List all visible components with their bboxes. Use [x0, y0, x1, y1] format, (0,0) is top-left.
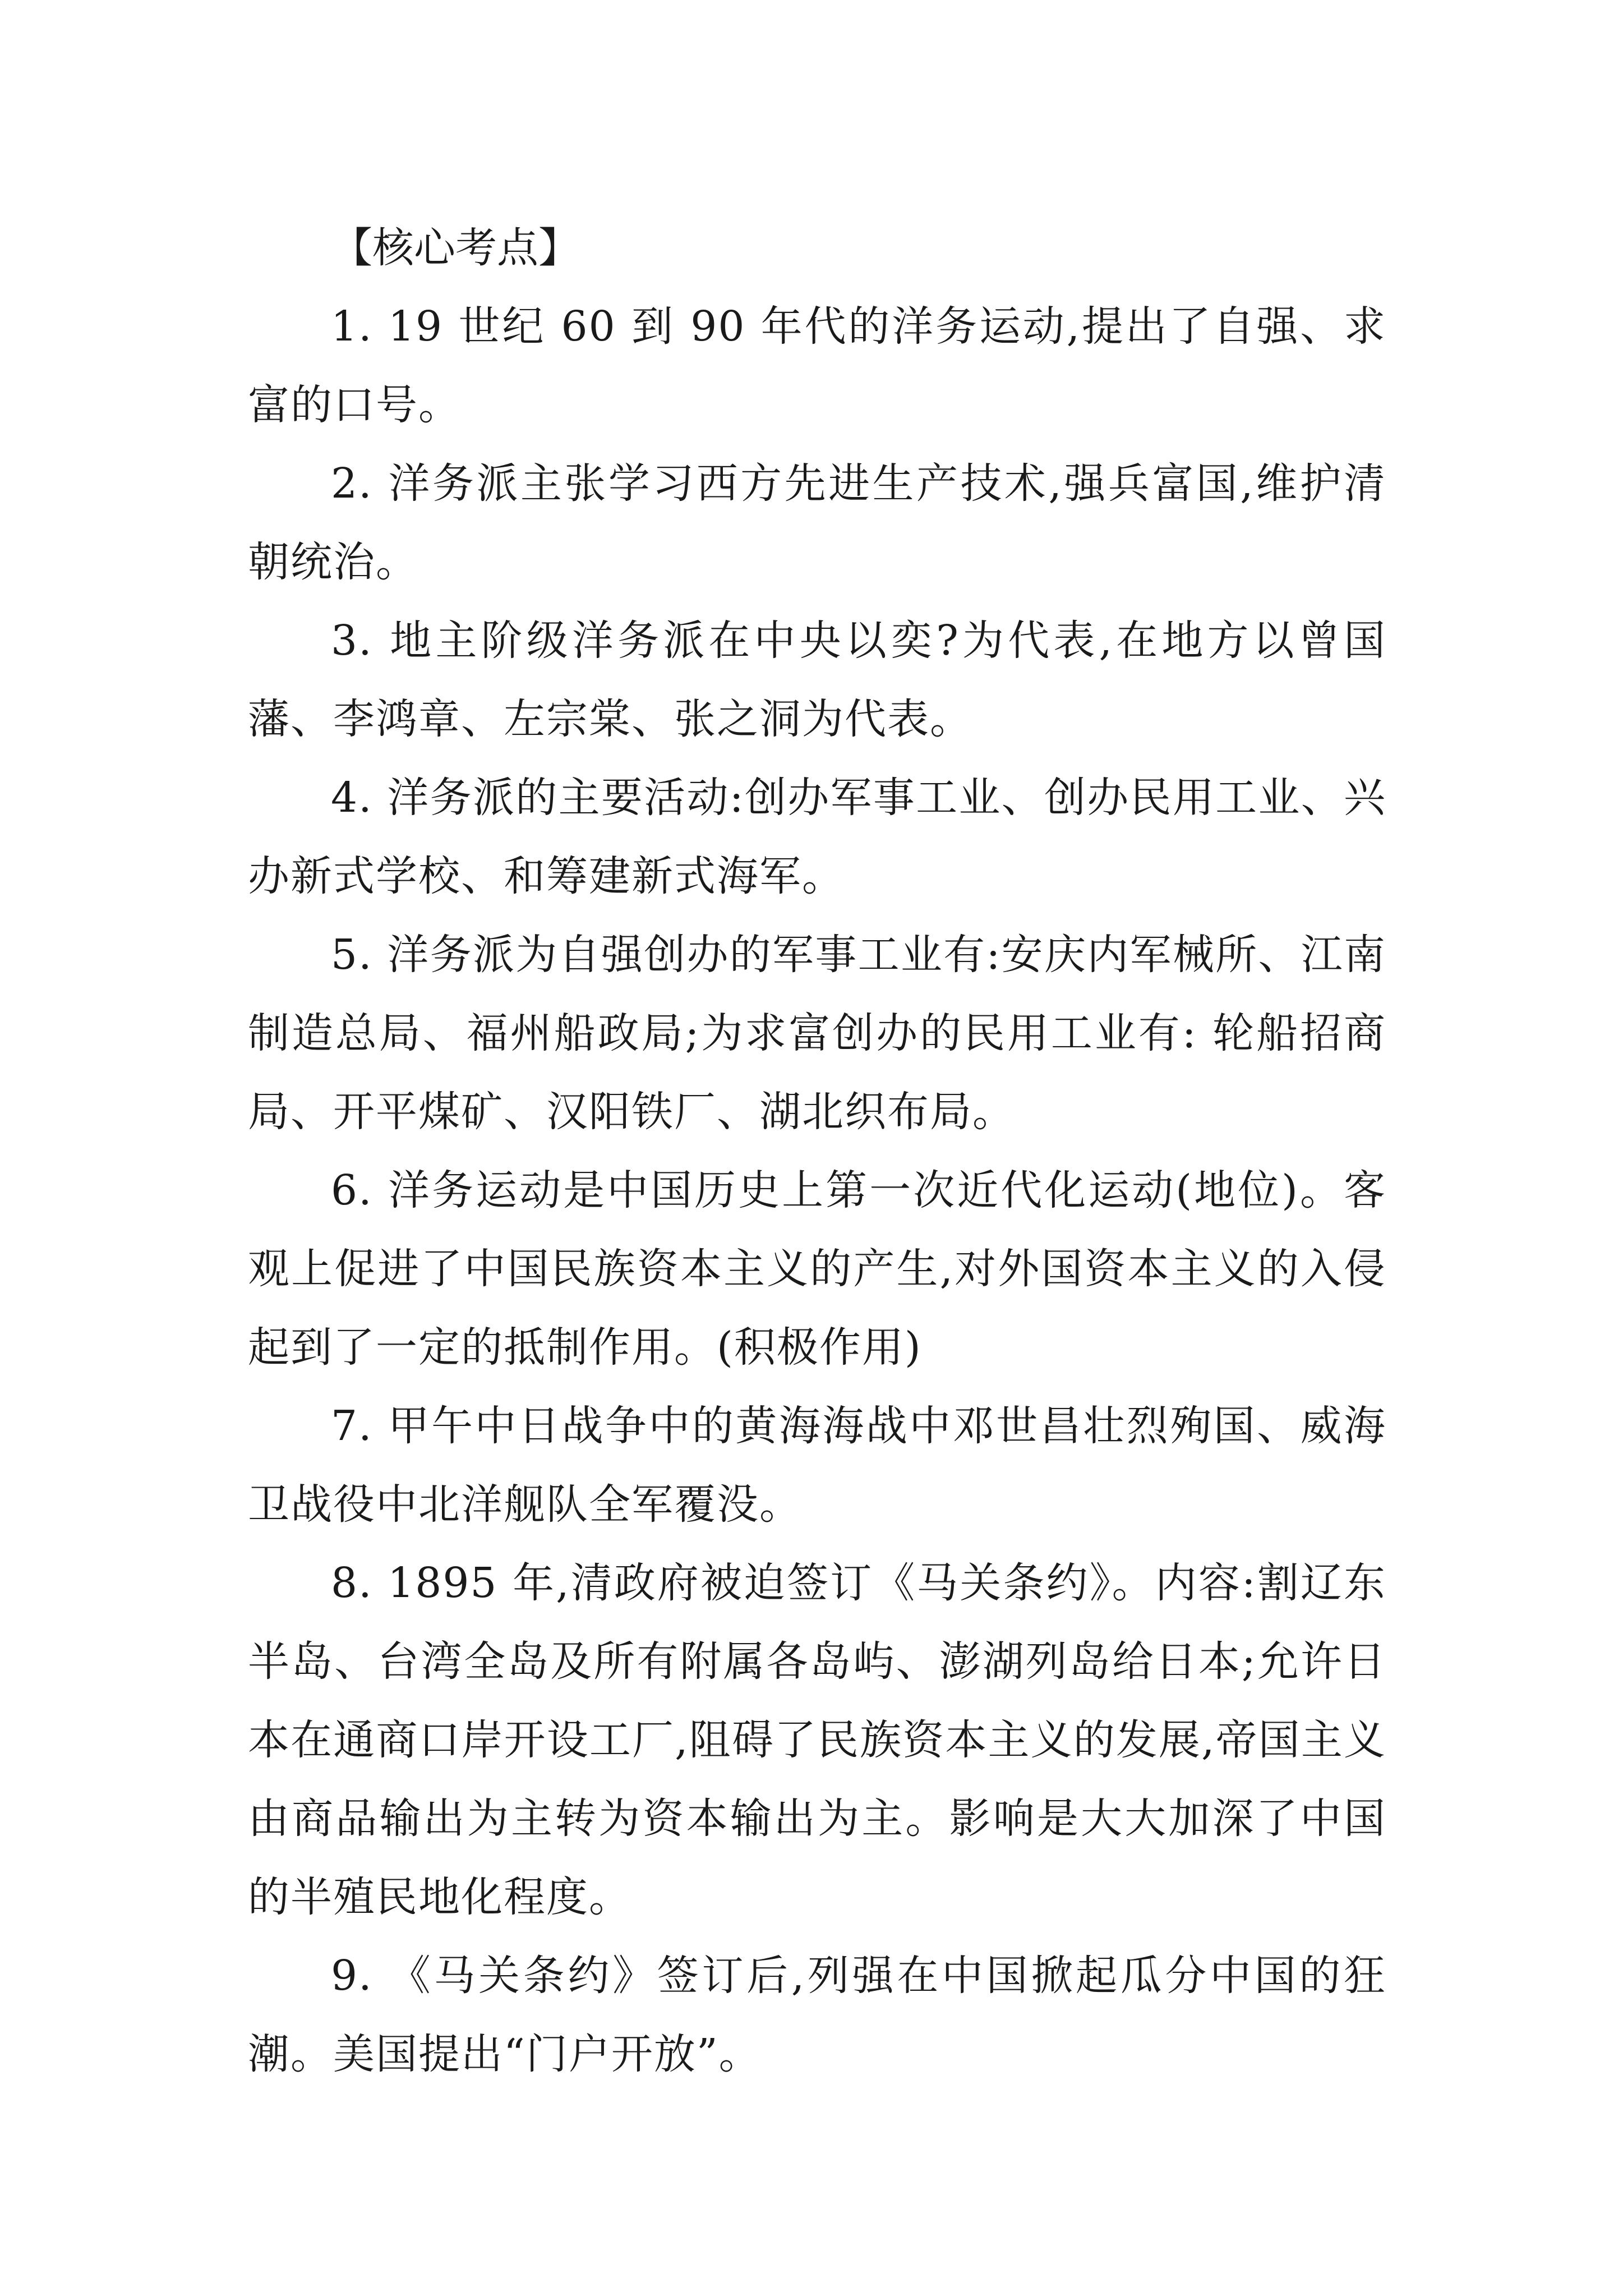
paragraph-3: 3. 地主阶级洋务派在中央以奕?为代表,在地方以曾国藩、李鸿章、左宗棠、张之洞为代表。	[248, 616, 1386, 743]
paragraph-9: 9. 《马关条约》签订后,列强在中国掀起瓜分中国的狂潮。美国提出“门户开放”。	[248, 1952, 1386, 2078]
section-heading: 【核心考点】	[331, 224, 580, 272]
paragraph-1: 1. 19 世纪 60 到 90 年代的洋务运动,提出了自强、求富的口号。	[248, 302, 1386, 429]
paragraph-4: 4. 洋务派的主要活动:创办军事工业、创办民用工业、兴办新式学校、和筹建新式海军。	[248, 774, 1386, 900]
document-page	[248, 209, 1386, 2093]
paragraph-8: 8. 1895 年,清政府被迫签订《马关条约》。内容:割辽东半岛、台湾全岛及所有附属各岛屿、澎湖列岛给日本;允许日本在通商口岸开设工厂,阻碍了民族资本主义的发展,帝国主义由商品输出为主转为资本输出为主。影响是大大加深了中国的半殖民地化程度。	[248, 1559, 1386, 1921]
paragraph-2: 2. 洋务派主张学习西方先进生产技术,强兵富国,维护清朝统治。	[248, 459, 1386, 586]
paragraph-5: 5. 洋务派为自强创办的军事工业有:安庆内军械所、江南制造总局、福州船政局;为求富创办的民用工业有: 轮船招商局、开平煤矿、汉阳铁厂、湖北织布局。	[248, 931, 1386, 1136]
paragraph-7: 7. 甲午中日战争中的黄海海战中邓世昌壮烈殉国、威海卫战役中北洋舰队全军覆没。	[248, 1402, 1386, 1529]
paragraph-6: 6. 洋务运动是中国历史上第一次近代化运动(地位)。客观上促进了中国民族资本主义的产生,对外国资本主义的入侵起到了一定的抵制作用。(积极作用)	[248, 1166, 1386, 1372]
